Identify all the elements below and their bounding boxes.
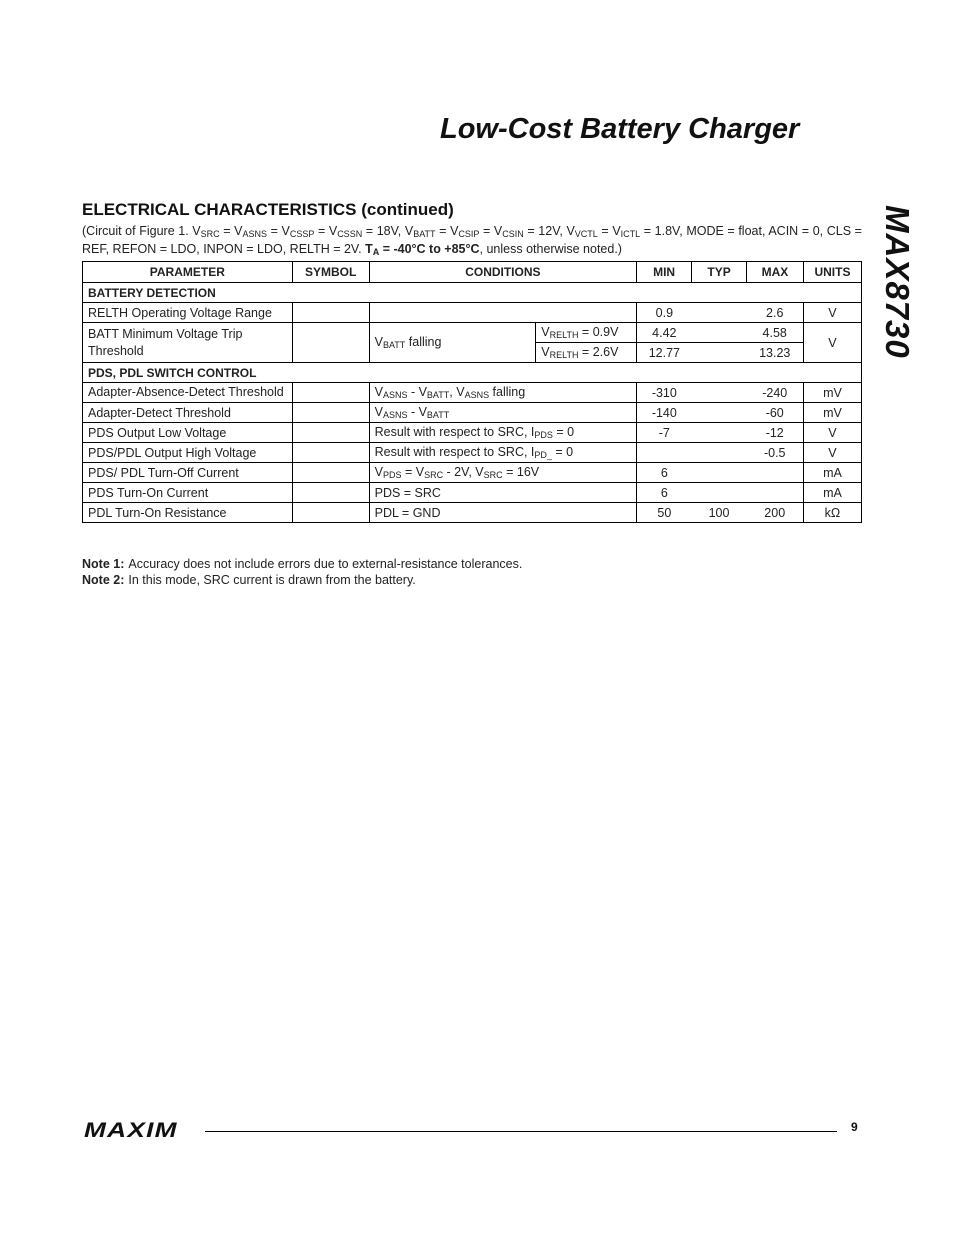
symbol-cell [292,503,369,523]
table-row [83,423,862,443]
typ-cell [692,303,747,323]
units-cell: V [803,423,861,443]
symbol-cell [292,303,369,323]
electrical-characteristics-table [82,261,862,523]
min-cell: -310 [637,383,692,403]
min-cell: -7 [637,423,692,443]
min-cell: 12.77 [637,343,692,363]
note-1: Note 1: Accuracy does not include errors due to external-resistance tolerances. [82,557,523,571]
symbol-cell [292,403,369,423]
header-parameter: PARAMETER [83,262,293,283]
units-cell: V [803,303,861,323]
symbol-cell [292,483,369,503]
side-part-number: MAX8730 [879,205,916,359]
conditions-cell: PDL = GND [369,503,637,523]
test-conditions: (Circuit of Figure 1. $V_{SRC} = V_{ASNS} = V_{CSSP} = V_{CSSN} = 18V$, $V_{BATT} = V_{CSIP} = V_{CSIN} = 12V$, $V_{VCTL} = V_{ICTL} = 1.8V$, MODE = float, ACIN = 0, CLS = REF, REFON = LDO, INPON = LDO, RELTH = 2V. $T_A = -40^\circ C$ to +85°C, unless otherwise noted.) [82,224,862,257]
section-row [83,363,862,383]
page-number: 9 [851,1120,858,1134]
param-cell: RELTH Operating Voltage Range [83,303,293,323]
typ-cell [692,323,747,343]
header-symbol: SYMBOL [292,262,369,283]
symbol-cell [292,423,369,443]
conditions-cell [369,303,637,323]
units-cell: mA [803,483,861,503]
symbol-cell [292,463,369,483]
typ-cell [692,463,747,483]
max-cell: 4.58 [747,323,804,343]
table-row [83,463,862,483]
note-2: Note 2: In this mode, SRC current is drawn from the battery. [82,573,416,587]
table-row [83,403,862,423]
param-cell: PDS/ PDL Turn-Off Current [83,463,293,483]
min-cell: 50 [637,503,692,523]
max-cell: -60 [747,403,804,423]
conditions-cell: $V_{ASNS} - V_{BATT}$, $V_{ASNS}$ falling [369,383,637,403]
table-row [83,483,862,503]
section-pds-pdl-switch-control: PDS, PDL SWITCH CONTROL [83,363,862,383]
maxim-logo: MAXIM [84,1119,178,1142]
min-cell: 4.42 [637,323,692,343]
header-max: MAX [747,262,804,283]
conditions-cell: $V_{PDS} = V_{SRC} - 2V$, $V_{SRC} = 16V$ [369,463,637,483]
min-cell: 6 [637,483,692,503]
param-cell: PDL Turn-On Resistance [83,503,293,523]
param-cell: PDS/PDL Output High Voltage [83,443,293,463]
max-cell: 200 [747,503,804,523]
min-cell [637,443,692,463]
param-cell: PDS Turn-On Current [83,483,293,503]
max-cell [747,483,804,503]
table-row [83,323,862,343]
table-row [83,303,862,323]
footnotes [82,556,522,588]
table-row [83,443,862,463]
table-row [83,383,862,403]
table-row [83,503,862,523]
conditions-cell: $V_{ASNS} - V_{BATT}$ [369,403,637,423]
table-header-row [83,262,862,283]
max-cell: 13.23 [747,343,804,363]
min-cell: -140 [637,403,692,423]
param-cell: Adapter-Detect Threshold [83,403,293,423]
min-cell: 6 [637,463,692,483]
min-cell: 0.9 [637,303,692,323]
param-cell: BATT Minimum Voltage Trip Threshold [83,323,293,363]
typ-cell: 100 [692,503,747,523]
typ-cell [692,403,747,423]
max-cell: -12 [747,423,804,443]
section-heading: ELECTRICAL CHARACTERISTICS (continued) [82,200,454,219]
param-cell: PDS Output Low Voltage [83,423,293,443]
typ-cell [692,443,747,463]
subcondition-cell: $V_{RELTH} = 2.6V$ [536,343,637,363]
document-title: Low-Cost Battery Charger [440,113,800,145]
footer-divider [205,1131,837,1132]
header-min: MIN [637,262,692,283]
conditions-cell: Result with respect to SRC, $I_{PD\_} = 0$ [369,443,637,463]
section-battery-detection: BATTERY DETECTION [83,283,862,303]
conditions-cell: Result with respect to SRC, $I_{PDS} = 0$ [369,423,637,443]
header-units: UNITS [803,262,861,283]
typ-cell [692,383,747,403]
max-cell: -240 [747,383,804,403]
section-row [83,283,862,303]
subcondition-cell: $V_{RELTH} = 0.9V$ [536,323,637,343]
header-typ: TYP [692,262,747,283]
conditions-cell: PDS = SRC [369,483,637,503]
units-cell: mV [803,383,861,403]
max-cell: -0.5 [747,443,804,463]
units-cell: mA [803,463,861,483]
max-cell: 2.6 [747,303,804,323]
param-cell: Adapter-Absence-Detect Threshold [83,383,293,403]
units-cell: mV [803,403,861,423]
conditions-cell: $V_{BATT}$ falling [369,323,536,363]
units-cell: V [803,323,861,363]
symbol-cell [292,443,369,463]
typ-cell [692,423,747,443]
max-cell [747,463,804,483]
header-conditions: CONDITIONS [369,262,637,283]
units-cell: V [803,443,861,463]
symbol-cell [292,383,369,403]
typ-cell [692,483,747,503]
typ-cell [692,343,747,363]
symbol-cell [292,323,369,363]
units-cell: kΩ [803,503,861,523]
